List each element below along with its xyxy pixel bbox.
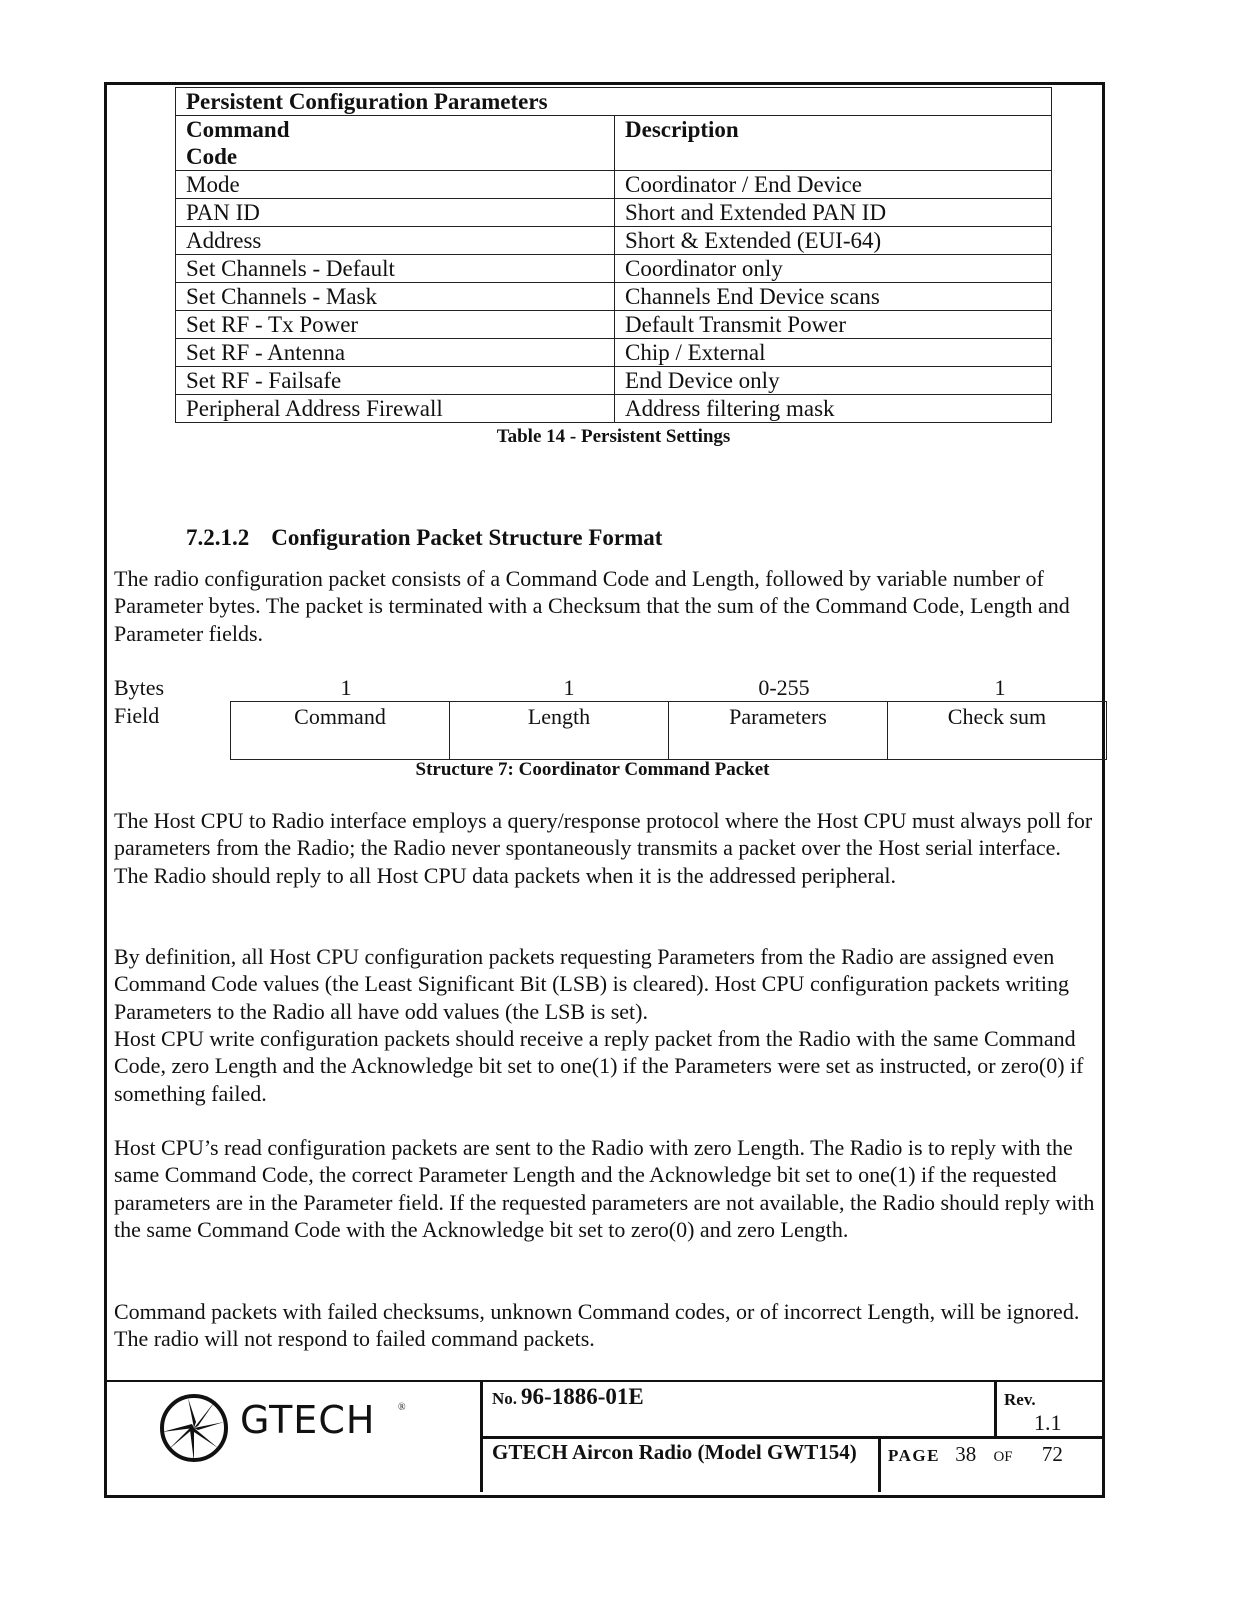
cell-description: Channels End Device scans	[615, 283, 1052, 311]
paragraph-definition: By definition, all Host CPU configuration packets requesting Parameters from the Radio are assigned even Command Code values (the Least Significant Bit (LSB) is cleared). Host CPU configuration packets writing Parameters to the Radio all have odd values (the LSB is set).	[114, 944, 1069, 1024]
table-title-row	[176, 88, 1052, 116]
header-command-line2: Code	[186, 144, 238, 169]
structure-caption: Structure 7: Coordinator Command Packet	[415, 759, 770, 780]
product-name: GTECH Aircon Radio (Model GWT154)	[492, 1440, 857, 1464]
cell-command: Peripheral Address Firewall	[176, 395, 615, 423]
bytes-parameters: 0-255	[758, 675, 810, 700]
field-parameters: Parameters	[669, 702, 888, 760]
cell-command: Set RF - Failsafe	[176, 367, 615, 395]
paragraph-protocol: The Host CPU to Radio interface employs a query/response protocol where the Host CPU must always poll for parameters from the Radio; the Radio never spontaneously transmits a packet over the Host serial interface. The Radio should reply to all Host CPU data packets when it is the addressed peripheral.	[114, 808, 1093, 888]
page-number: 38	[955, 1442, 977, 1466]
gtech-logo-icon	[158, 1392, 230, 1464]
bytes-command: 1	[340, 675, 352, 700]
field-length: Length	[450, 702, 669, 760]
intro-paragraph: The radio configuration packet consists of a Command Code and Length, followed by variable number of Parameter bytes. The packet is terminated with a Checksum that the sum of the Command Code, Length and Parameter fields.	[114, 566, 1070, 646]
gtech-logo	[158, 1392, 438, 1466]
registered-mark: ®	[398, 1402, 406, 1413]
cell-description: Short & Extended (EUI-64)	[615, 227, 1052, 255]
structure-row	[231, 702, 1107, 760]
table-row	[176, 171, 1052, 199]
cell-command: Mode	[176, 171, 615, 199]
field-label: Field	[114, 703, 160, 728]
cell-command: PAN ID	[176, 199, 615, 227]
no-label: No.	[492, 1389, 518, 1408]
header-command-line1: Command	[186, 117, 290, 142]
cell-description: Address filtering mask	[615, 395, 1052, 423]
table-row	[176, 199, 1052, 227]
table-header-row	[176, 116, 1052, 171]
doc-number: 96-1886-01E	[521, 1384, 644, 1409]
cell-command: Set Channels - Mask	[176, 283, 615, 311]
section-title: Configuration Packet Structure Format	[271, 525, 663, 550]
rev-label: Rev.	[1004, 1390, 1036, 1409]
field-checksum: Check sum	[888, 702, 1107, 760]
table-row	[176, 283, 1052, 311]
table-row	[176, 367, 1052, 395]
cell-description: End Device only	[615, 367, 1052, 395]
footer-vline-3	[878, 1436, 881, 1492]
cell-command: Set Channels - Default	[176, 255, 615, 283]
packet-structure-table	[230, 701, 1107, 760]
cell-description: Short and Extended PAN ID	[615, 199, 1052, 227]
rev-value: 1.1	[1034, 1410, 1062, 1435]
doc-number-field	[492, 1384, 644, 1410]
table-row	[176, 255, 1052, 283]
section-number: 7.2.1.2	[186, 525, 250, 550]
section-heading	[186, 525, 662, 551]
paragraph-write: Host CPU write configuration packets should receive a reply packet from the Radio with the same Command Code, zero Length and the Acknowledge bit set to one(1) if the Parameters were set as instructed, or zero(0) if something failed.	[114, 1026, 1084, 1106]
page-total: 72	[1041, 1442, 1063, 1466]
table-row	[176, 227, 1052, 255]
cell-description: Coordinator only	[615, 255, 1052, 283]
table-row	[176, 395, 1052, 423]
table-row	[176, 311, 1052, 339]
of-label: OF	[993, 1449, 1013, 1465]
cell-command: Set RF - Tx Power	[176, 311, 615, 339]
bytes-label: Bytes	[114, 675, 165, 700]
cell-command: Set RF - Antenna	[176, 339, 615, 367]
footer-vline-2	[994, 1380, 997, 1438]
table-row	[176, 339, 1052, 367]
footer-divider	[104, 1380, 1105, 1382]
paragraph-failed: Command packets with failed checksums, unknown Command codes, or of incorrect Length, will be ignored. The radio will not respond to failed command packets.	[114, 1299, 1080, 1352]
bytes-checksum: 1	[994, 675, 1006, 700]
paragraph-read: Host CPU’s read configuration packets are sent to the Radio with zero Length. The Radio is to reply with the same Command Code, the correct Parameter Length and the Acknowledge bit set to one(1) if the requested parameters are in the Parameter field. If the requested parameters are not available, the Radio should reply with the same Command Code with the Acknowledge bit set to zero(0) and zero Length.	[114, 1135, 1095, 1243]
bytes-length: 1	[563, 675, 575, 700]
persistent-settings-table	[175, 87, 1052, 423]
field-command: Command	[231, 702, 450, 760]
cell-command: Address	[176, 227, 615, 255]
table-caption: Table 14 - Persistent Settings	[496, 426, 731, 447]
cell-description: Default Transmit Power	[615, 311, 1052, 339]
page-field	[888, 1442, 1063, 1467]
gtech-logo-text: GTECH	[240, 1398, 376, 1442]
header-command-code	[176, 116, 615, 171]
page-label: PAGE	[888, 1446, 940, 1465]
footer-hline	[480, 1436, 1105, 1439]
header-description: Description	[615, 116, 1052, 171]
table-title: Persistent Configuration Parameters	[176, 88, 1052, 116]
cell-description: Coordinator / End Device	[615, 171, 1052, 199]
cell-description: Chip / External	[615, 339, 1052, 367]
